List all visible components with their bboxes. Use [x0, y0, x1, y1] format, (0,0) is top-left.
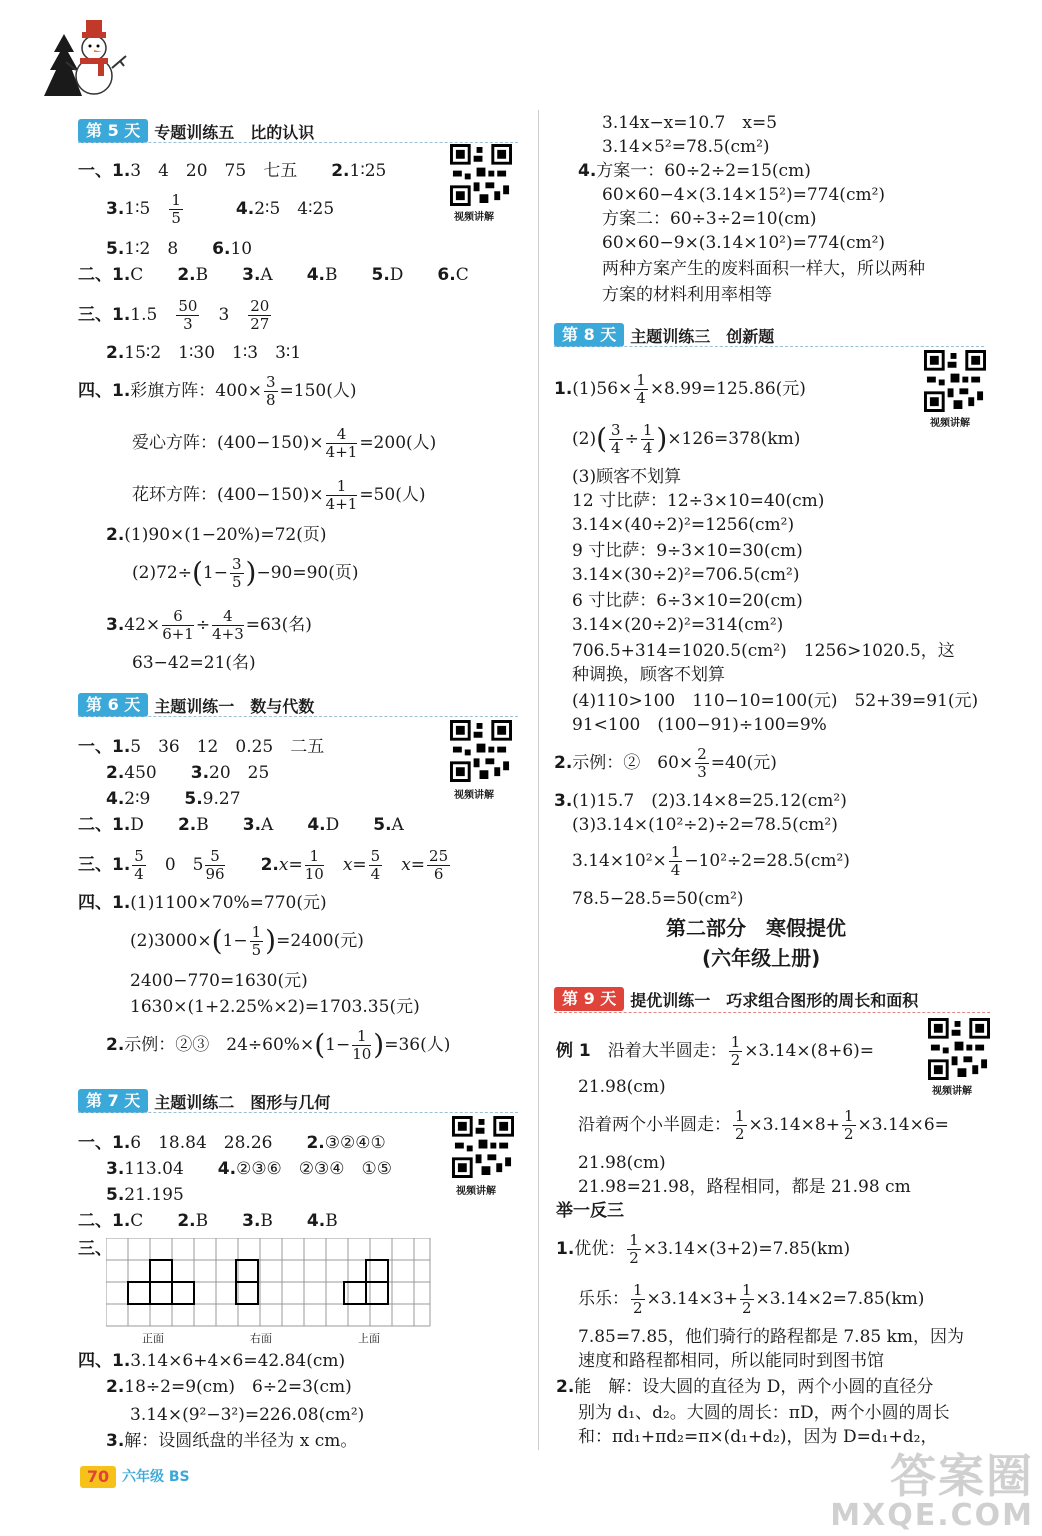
answer-line: 2400−770=1630(元)	[130, 971, 308, 991]
answer-line: 二、1.D 2.B 3.A 4.D 5.A	[78, 815, 404, 835]
answer-line: 3. 42× $\frac{6}{6+1}$ ÷ $\frac{4}{4+3}$ =63(名)	[106, 606, 312, 643]
day8-header	[554, 322, 774, 348]
answer-line: 21.98(cm)	[578, 1153, 666, 1173]
dashed-rule	[554, 1012, 990, 1013]
answer-line: 方案的材料利用率相等	[602, 285, 772, 305]
answer-line: 21.98(cm)	[578, 1077, 666, 1097]
fraction: $\frac{1}{5}$	[171, 190, 181, 227]
day7-header	[78, 1088, 330, 1114]
answer-line: 两种方案产生的废料面积一样大，所以两种	[602, 259, 925, 279]
day9-header	[554, 986, 918, 1012]
answer-line: 3.14×5²=78.5(cm²)	[602, 137, 770, 157]
answer-line: 例 1 沿着大半圆走： $\frac{1}{2}$ ×3.14×(8+6)=	[556, 1032, 875, 1069]
dashed-rule	[78, 716, 518, 717]
answer-line: 4.2∶9 5.9.27	[106, 789, 241, 809]
answer-line: 3.14×(30÷2)²=706.5(cm²)	[572, 565, 800, 585]
answer-line: 3.14×10²× $\frac{1}{4}$ −10²÷2=28.5(cm²)	[572, 842, 850, 879]
answer-line: 706.5+314=1020.5(cm²) 1256>1020.5，这	[572, 641, 955, 661]
view-label-right: 右面	[250, 1332, 272, 1345]
answer-line: 爱心方阵：(400−150)× $\frac{4}{4+1}$ =200(人)	[132, 424, 437, 461]
answer-line: 乐乐： $\frac{1}{2}$ ×3.14×3+ $\frac{1}{2}$ ×3.14×2=7.85(km)	[578, 1280, 925, 1317]
answer-line: 三、	[78, 1239, 112, 1259]
section-title: 主题训练二 图形与几何	[154, 1092, 331, 1112]
qr-label: 视频讲解	[456, 1186, 496, 1197]
part-subtitle: (六年级上册)	[702, 946, 821, 970]
section-title: 专题训练五 比的认识	[154, 122, 315, 142]
snowman-icon	[42, 18, 128, 98]
answer-line: 沿着两个小半圆走： $\frac{1}{2}$ ×3.14×8+ $\frac{1}{2}$ ×3.14×6=	[578, 1106, 949, 1143]
answer-line: 3.解：设圆纸盘的半径为 x cm。	[106, 1431, 358, 1451]
qr-code-icon[interactable]	[452, 1116, 514, 1178]
watermark-logo: 答案圈 MXQE.COM	[830, 1449, 1034, 1533]
section-title: 提优训练一 巧求组合图形的周长和面积	[630, 990, 919, 1010]
answer-line: 三、1. 1.5 $\frac{50}{3}$ 3 $\frac{20}{27}$	[78, 296, 270, 333]
answer-line: 一、1.5 36 12 0.25 二五	[78, 737, 325, 757]
answer-line: 9 寸比萨：9÷3×10=30(cm)	[572, 541, 803, 561]
answer-line: 三、1. $\frac{5}{4}$ 0 5 $\frac{5}{96}$ 2. x= $\frac{1}{10}$ x= $\frac{5}{4}$ x= $\frac{25}{6}$	[78, 846, 449, 883]
answer-line: 12 寸比萨：12÷3×10=40(cm)	[572, 491, 825, 511]
day5-header	[78, 118, 314, 144]
part-title: 第二部分 寒假提优	[666, 916, 846, 940]
answer-line: 方案二：60÷3÷2=10(cm)	[602, 209, 817, 229]
dashed-rule	[78, 142, 518, 143]
answer-line: 2. 示例：②③ 24÷60%× ( 1− $\frac{1}{10}$ ) =36(人)	[106, 1026, 451, 1063]
answer-line: 1. (1)56× $\frac{1}{4}$ ×8.99=125.86(元)	[554, 370, 806, 407]
answer-line: 和：πd₁+πd₂=π×(d₁+d₂)，因为 D=d₁+d₂，	[578, 1427, 938, 1447]
section-title: 主题训练一 数与代数	[154, 696, 315, 716]
answer-line: 5.21.195	[106, 1185, 184, 1205]
answer-line: 一、1.3 4 20 75 七五 2.1∶25	[78, 161, 387, 181]
qr-code-icon[interactable]	[450, 720, 512, 782]
answer-line: 2.450 3.20 25	[106, 763, 270, 783]
answer-line: (4)110>100 110−10=100(元) 52+39=91(元)	[572, 691, 979, 711]
day-tag: 第 6 天	[78, 693, 148, 717]
answer-line: 二、1.C 2.B 3.B 4.B	[78, 1211, 338, 1231]
page-number: 70	[80, 1466, 116, 1488]
answer-line: 63−42=21(名)	[132, 653, 256, 673]
day-tag: 第 9 天	[554, 987, 624, 1011]
answer-line: 7.85=7.85，他们骑行的路程都是 7.85 km，因为	[578, 1327, 965, 1347]
qr-code-icon[interactable]	[924, 350, 986, 412]
answer-line: 四、1. 彩旗方阵：400× $\frac{3}{8}$ =150(人)	[78, 372, 357, 409]
answer-line: 四、1.(1)1100×70%=770(元)	[78, 893, 327, 913]
answer-line: (3)3.14×(10²÷2)÷2=78.5(cm²)	[572, 815, 838, 835]
answer-line: 78.5−28.5=50(cm²)	[572, 889, 744, 909]
answer-line: 1. 优优： $\frac{1}{2}$ ×3.14×(3+2)=7.85(km)	[556, 1230, 851, 1267]
answer-line: 21.98=21.98，路程相同，都是 21.98 cm	[578, 1177, 911, 1197]
answer-line: 6 寸比萨：6÷3×10=20(cm)	[572, 591, 803, 611]
three-view-grid	[106, 1238, 432, 1332]
answer-line: 60×60−9×(3.14×10²)=774(cm²)	[602, 233, 886, 253]
answer-line: 速度和路程都相同，所以能同时到图书馆	[578, 1351, 884, 1371]
qr-label: 视频讲解	[454, 212, 494, 223]
day-tag: 第 5 天	[78, 119, 148, 143]
answer-line: 2. 示例：② 60× $\frac{2}{3}$ =40(元)	[554, 744, 777, 781]
section-title: 主题训练三 创新题	[630, 326, 775, 346]
dashed-rule	[78, 1112, 518, 1113]
qr-code-icon[interactable]	[450, 144, 512, 206]
answer-line: 2.(1)90×(1−20%)=72(页)	[106, 525, 327, 545]
answer-line: 2.18÷2=9(cm) 6÷2=3(cm)	[106, 1377, 352, 1397]
answer-line: 3. 1∶5 $\frac{1}{5}$ 4. 2∶5 4∶25	[106, 190, 335, 227]
answer-line: 花环方阵：(400−150)× $\frac{1}{4+1}$ =50(人)	[132, 476, 426, 513]
subsection-title: 举一反三	[556, 1201, 624, 1221]
qr-code-icon[interactable]	[928, 1018, 990, 1080]
answer-line: 别为 d₁、d₂。大圆的周长：πD，两个小圆的周长	[578, 1403, 950, 1423]
answer-line: 四、1.3.14×6+4×6=42.84(cm)	[78, 1351, 346, 1371]
answer-line: 3.113.04 4.②③⑥ ②③④ ①⑤	[106, 1159, 392, 1179]
answer-line: 二、1.C 2.B 3.A 4.B 5.D 6.C	[78, 265, 469, 285]
view-label-top: 上面	[358, 1332, 380, 1345]
footer-grade: 六年级 BS	[122, 1469, 190, 1485]
view-label-front: 正面	[142, 1332, 164, 1345]
answer-line: 3.14×(20÷2)²=314(cm²)	[572, 615, 784, 635]
answer-line: 60×60−4×(3.14×15²)=774(cm²)	[602, 185, 886, 205]
day6-header	[78, 692, 314, 718]
answer-line: (2)3000× ( 1− $\frac{1}{5}$ ) =2400(元)	[130, 922, 364, 959]
qr-label: 视频讲解	[454, 790, 494, 801]
answer-line: 5.1∶2 8 6.10	[106, 239, 253, 259]
day-tag: 第 7 天	[78, 1089, 148, 1113]
dashed-rule	[554, 346, 984, 347]
answer-line: 1630×(1+2.25%×2)=1703.35(元)	[130, 997, 420, 1017]
answer-line: 4.方案一：60÷2÷2=15(cm)	[578, 161, 811, 181]
column-divider	[538, 110, 539, 1450]
day-tag: 第 8 天	[554, 323, 624, 347]
answer-line: (3)顾客不划算	[572, 467, 682, 487]
answer-line: 种调换，顾客不划算	[572, 665, 725, 685]
answer-line: (2)72÷ ( 1− $\frac{3}{5}$ ) −90=90(页)	[132, 554, 359, 591]
qr-label: 视频讲解	[932, 1086, 972, 1097]
answer-line: 一、1.6 18.84 28.26 2.③②④①	[78, 1133, 386, 1153]
answer-line: 2.能 解：设大圆的直径为 D，两个小圆的直径分	[556, 1377, 934, 1397]
qr-label: 视频讲解	[930, 418, 970, 429]
answer-line: (2) ( $\frac{3}{4}$ ÷ $\frac{1}{4}$ ) ×126=378(km)	[572, 420, 801, 457]
answer-line: 3.14x−x=10.7 x=5	[602, 113, 778, 133]
answer-line: 3.(1)15.7 (2)3.14×8=25.12(cm²)	[554, 791, 847, 811]
answer-line: 3.14×(9²−3²)=226.08(cm²)	[130, 1405, 365, 1425]
answer-line: 2.15∶2 1∶30 1∶3 3∶1	[106, 343, 302, 363]
answer-line: 3.14×(40÷2)²=1256(cm²)	[572, 515, 795, 535]
answer-line: 91<100 (100−91)÷100=9%	[572, 715, 827, 735]
